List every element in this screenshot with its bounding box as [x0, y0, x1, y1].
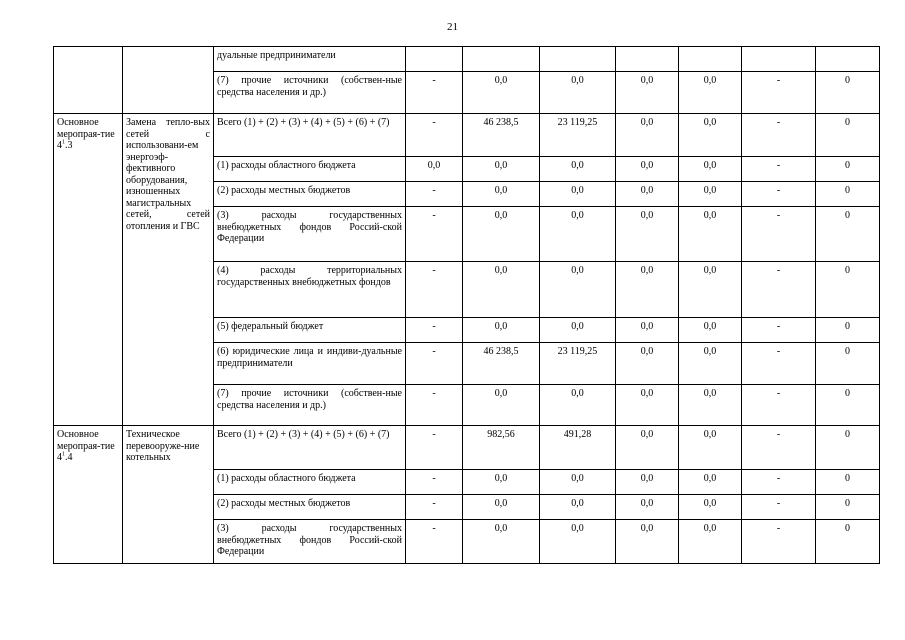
value-cell: 0,0 [679, 426, 742, 470]
funding-source-label: (4) расходы территориальных государственных внебюджетных фондов [214, 262, 406, 318]
value-cell: 0,0 [540, 182, 616, 207]
value-cell: - [406, 114, 463, 157]
measure-name [54, 426, 123, 564]
value-cell: 0 [816, 495, 880, 520]
funding-source-label: дуальные предприниматели [214, 47, 406, 72]
value-cell: 0,0 [463, 495, 540, 520]
value-cell: 0,0 [616, 114, 679, 157]
funding-source-label: (6) юридические лица и индиви-дуальные предприниматели [214, 343, 406, 385]
funding-source-label: (2) расходы местных бюджетов [214, 182, 406, 207]
value-cell: 0,0 [406, 157, 463, 182]
measure-prefix: Основное меропрая-тие 4 [57, 117, 115, 151]
value-cell: 0,0 [540, 385, 616, 426]
value-cell: 0,0 [616, 470, 679, 495]
measure-prefix: Основное меропрая-тие 4 [57, 429, 115, 463]
value-cell: 0,0 [463, 72, 540, 114]
value-cell: - [742, 426, 816, 470]
value-cell [540, 47, 616, 72]
value-cell: 23 119,25 [540, 114, 616, 157]
value-cell: - [742, 318, 816, 343]
value-cell: - [742, 385, 816, 426]
funding-source-label: (3) расходы государственных внебюджетных фондов Россий-ской Федерации [214, 207, 406, 262]
value-cell: 0,0 [679, 262, 742, 318]
value-cell: 0,0 [616, 207, 679, 262]
value-cell [679, 47, 742, 72]
value-cell: 491,28 [540, 426, 616, 470]
value-cell: 0 [816, 318, 880, 343]
value-cell: - [742, 262, 816, 318]
value-cell: 0,0 [463, 470, 540, 495]
funding-source-label: (2) расходы местных бюджетов [214, 495, 406, 520]
value-cell: - [742, 72, 816, 114]
value-cell: 0,0 [463, 182, 540, 207]
value-cell: 0,0 [679, 343, 742, 385]
page-number: 21 [447, 21, 458, 33]
value-cell: 0,0 [616, 385, 679, 426]
value-cell: 0,0 [540, 470, 616, 495]
funding-source-label: (1) расходы областного бюджета [214, 470, 406, 495]
value-cell: 0,0 [463, 520, 540, 564]
value-cell: 46 238,5 [463, 114, 540, 157]
value-cell: 0,0 [540, 495, 616, 520]
value-cell: 0,0 [679, 72, 742, 114]
value-cell: - [742, 520, 816, 564]
value-cell: 0 [816, 182, 880, 207]
value-cell: 0,0 [679, 114, 742, 157]
value-cell: - [406, 495, 463, 520]
value-cell: 0,0 [540, 318, 616, 343]
value-cell: - [742, 157, 816, 182]
value-cell: 0,0 [463, 318, 540, 343]
value-cell: 0,0 [679, 385, 742, 426]
value-cell: - [406, 318, 463, 343]
funding-source-label: (3) расходы государственных внебюджетных фондов Россий-ской Федерации [214, 520, 406, 564]
value-cell: 0 [816, 72, 880, 114]
value-cell: 0,0 [679, 318, 742, 343]
value-cell [816, 47, 880, 72]
table-row [54, 47, 880, 72]
value-cell: - [406, 343, 463, 385]
empty-cell [123, 47, 214, 114]
measure-suffix: .4 [65, 452, 73, 463]
measure-title: Техническое перевооруже-ние котельных [123, 426, 214, 564]
measure-superscript: 1 [62, 139, 65, 146]
value-cell: 0,0 [679, 207, 742, 262]
value-cell: - [742, 207, 816, 262]
value-cell: 0 [816, 114, 880, 157]
value-cell: - [742, 470, 816, 495]
funding-source-label: Всего (1) + (2) + (3) + (4) + (5) + (6) + (7) [214, 114, 406, 157]
value-cell: - [406, 385, 463, 426]
value-cell: 0,0 [679, 470, 742, 495]
value-cell: - [406, 426, 463, 470]
value-cell: 0 [816, 262, 880, 318]
value-cell: 0,0 [540, 520, 616, 564]
budget-table [53, 46, 880, 564]
funding-source-label: (7) прочие источники (собствен-ные средства населения и др.) [214, 385, 406, 426]
funding-source-label: (7) прочие источники (собствен-ные средства населения и др.) [214, 72, 406, 114]
value-cell: 0,0 [463, 207, 540, 262]
value-cell: 0,0 [679, 495, 742, 520]
funding-source-label: (5) федеральный бюджет [214, 318, 406, 343]
table-row [54, 114, 880, 157]
value-cell [742, 47, 816, 72]
value-cell: 23 119,25 [540, 343, 616, 385]
value-cell: 0,0 [540, 207, 616, 262]
value-cell: 0,0 [616, 318, 679, 343]
value-cell: - [742, 495, 816, 520]
value-cell: 0,0 [616, 182, 679, 207]
value-cell: - [406, 520, 463, 564]
value-cell: 0,0 [616, 262, 679, 318]
value-cell: 0 [816, 385, 880, 426]
value-cell: 0,0 [463, 262, 540, 318]
value-cell [616, 47, 679, 72]
value-cell: - [406, 182, 463, 207]
value-cell: - [406, 470, 463, 495]
value-cell: 982,56 [463, 426, 540, 470]
value-cell: 0 [816, 207, 880, 262]
value-cell [463, 47, 540, 72]
empty-cell [54, 47, 123, 114]
value-cell [406, 47, 463, 72]
funding-source-label: (1) расходы областного бюджета [214, 157, 406, 182]
value-cell: 0 [816, 470, 880, 495]
value-cell: 0,0 [463, 385, 540, 426]
value-cell: 0,0 [616, 495, 679, 520]
value-cell: 0,0 [679, 157, 742, 182]
value-cell: 0,0 [616, 157, 679, 182]
value-cell: 0,0 [616, 72, 679, 114]
value-cell: - [406, 262, 463, 318]
value-cell: - [406, 207, 463, 262]
value-cell: 0,0 [616, 426, 679, 470]
value-cell: 46 238,5 [463, 343, 540, 385]
value-cell: - [742, 182, 816, 207]
value-cell: 0,0 [463, 157, 540, 182]
value-cell: 0,0 [616, 520, 679, 564]
value-cell: 0,0 [679, 182, 742, 207]
value-cell: 0 [816, 343, 880, 385]
value-cell: 0 [816, 426, 880, 470]
value-cell: 0 [816, 520, 880, 564]
value-cell: 0,0 [540, 72, 616, 114]
value-cell: 0,0 [616, 343, 679, 385]
measure-superscript: 1 [62, 451, 65, 458]
measure-name [54, 114, 123, 426]
value-cell: 0,0 [540, 262, 616, 318]
value-cell: - [406, 72, 463, 114]
funding-source-label: Всего (1) + (2) + (3) + (4) + (5) + (6) + (7) [214, 426, 406, 470]
measure-title: Замена тепло-вых сетей с использовани-ем энергоэф-фективного оборудования, изношенных магистральных сетей, сетей отопления и ГВС [123, 114, 214, 426]
value-cell: - [742, 114, 816, 157]
value-cell: 0,0 [540, 157, 616, 182]
table-body [54, 47, 880, 564]
value-cell: 0,0 [679, 520, 742, 564]
value-cell: - [742, 343, 816, 385]
value-cell: 0 [816, 157, 880, 182]
table-row [54, 426, 880, 470]
measure-suffix: .3 [65, 140, 73, 151]
